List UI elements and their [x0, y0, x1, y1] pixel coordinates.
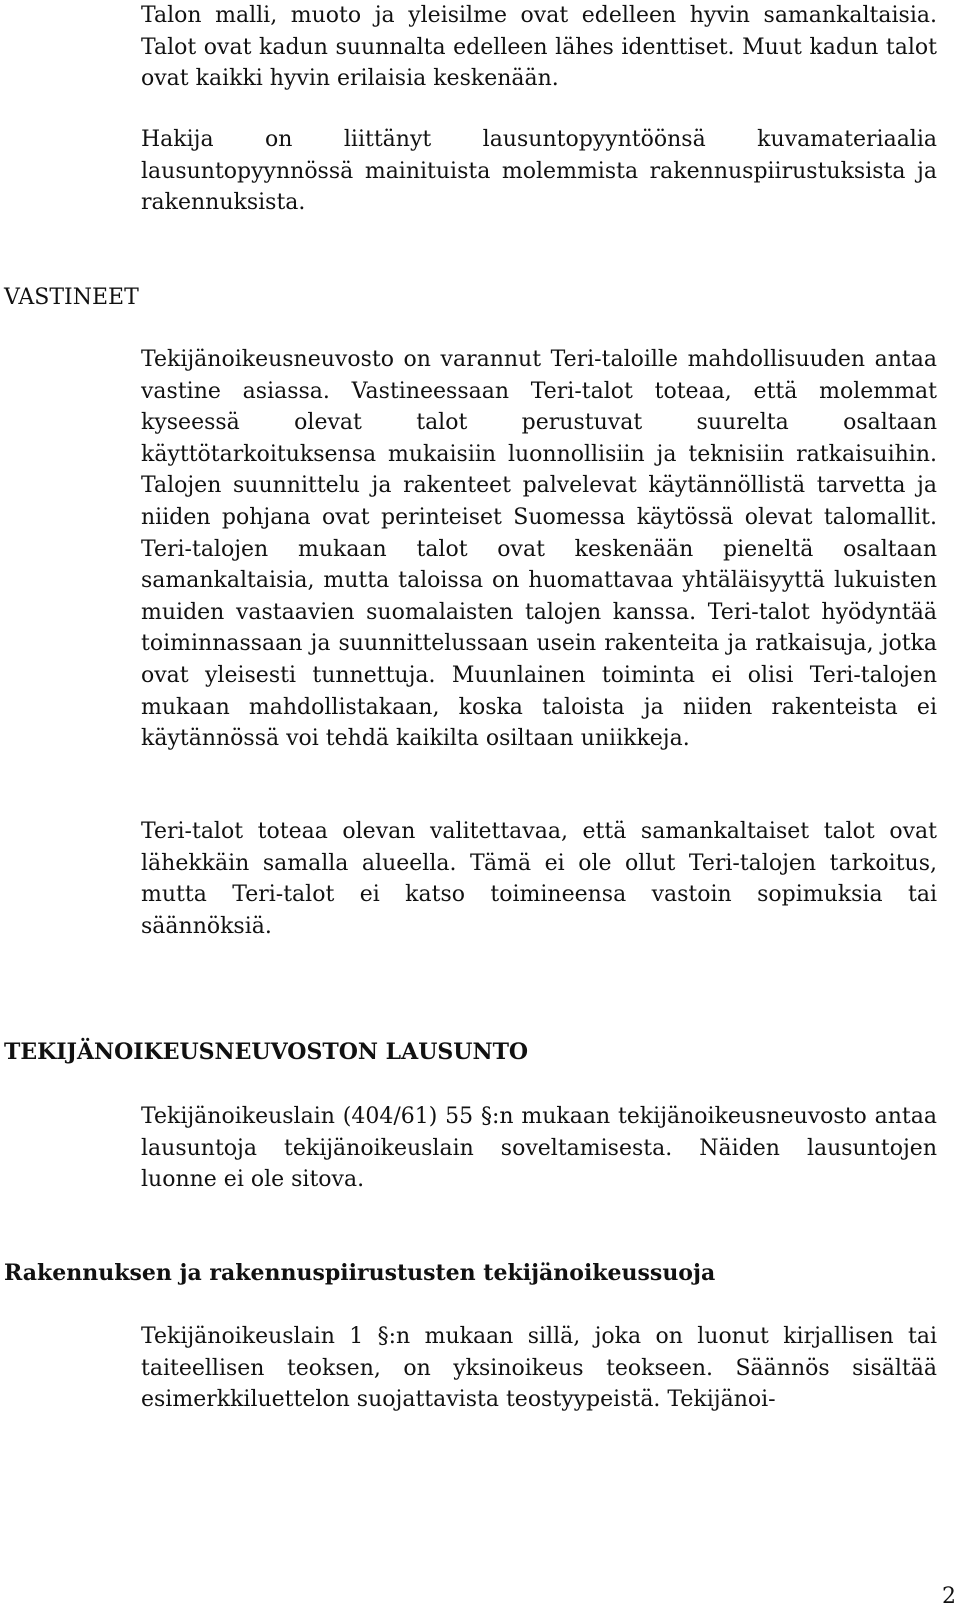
heading-protection: Rakennuksen ja rakennuspiirustusten tekijänoikeussuoja: [4, 1260, 716, 1286]
paragraph-applicant-material: Hakija on liittänyt lausuntopyyntöönsä kuvamateriaalia lausuntopyynnössä mainituista molemmista rakennuspiirustuksista ja rakennuksista.: [141, 127, 937, 216]
paragraph-protection: Tekijänoikeuslain 1 §:n mukaan sillä, joka on luonut kirjallisen tai taiteellisen teoksen, on yksinoikeus teokseen. Säännös sisältää esimerkkiluettelon suojattavista teostyypeistä. Tekijänoi-: [141, 1324, 937, 1413]
paragraph-response-regret: Teri-talot toteaa olevan valitettavaa, että samankaltaiset talot ovat lähekkäin samalla alueella. Tämä ei ole ollut Teri-talojen tarkoitus, mutta Teri-talot ei katso toimineensa vastoin sopimuksia tai säännöksiä.: [141, 819, 937, 939]
heading-statement: TEKIJÄNOIKEUSNEUVOSTON LAUSUNTO: [4, 1039, 529, 1065]
paragraph-response-main: Tekijänoikeusneuvosto on varannut Teri-taloille mahdollisuuden antaa vastine asiassa. Vastineessaan Teri-talot toteaa, että molemmat kyseessä olevat talot perustuvat suurelta osaltaan käyttötarkoituksensa mukaisiin luonnollisiin ja teknisiin ratkaisuihin. Talojen suunnittelu ja rakenteet palvelevat käytännöllistä tarvetta ja niiden pohjana ovat perinteiset Suomessa käytössä olevat talomallit. Teri-talojen mukaan talot ovat keskenään pieneltä osaltaan samankaltaisia, mutta taloissa on huomattavaa yhtäläisyyttä lukuisten muiden vastaavien suomalaisten talojen kanssa. Teri-talot hyödyntää toiminnassaan ja suunnittelussaan usein rakenteita ja ratkaisuja, jotka ovat yleisesti tunnettuja. Muunlainen toiminta ei olisi Teri-talojen mukaan mahdollistakaan, koska taloista ja niiden rakenteista ei käytännössä voi tehdä kaikilta osiltaan uniikkeja.: [141, 347, 937, 752]
paragraph-intro: Talon malli, muoto ja yleisilme ovat edelleen hyvin samankaltaisia. Talot ovat kadun suunnalta edelleen lähes identtiset. Muut kadun talot ovat kaikki hyvin erilaisia keskenään.: [141, 3, 937, 92]
paragraph-statement-intro: Tekijänoikeuslain (404/61) 55 §:n mukaan tekijänoikeusneuvosto antaa lausuntoja tekijänoikeuslain soveltamisesta. Näiden lausuntojen luonne ei ole sitova.: [141, 1104, 937, 1193]
page-number: 2: [942, 1584, 956, 1609]
heading-responses: VASTINEET: [4, 285, 139, 310]
